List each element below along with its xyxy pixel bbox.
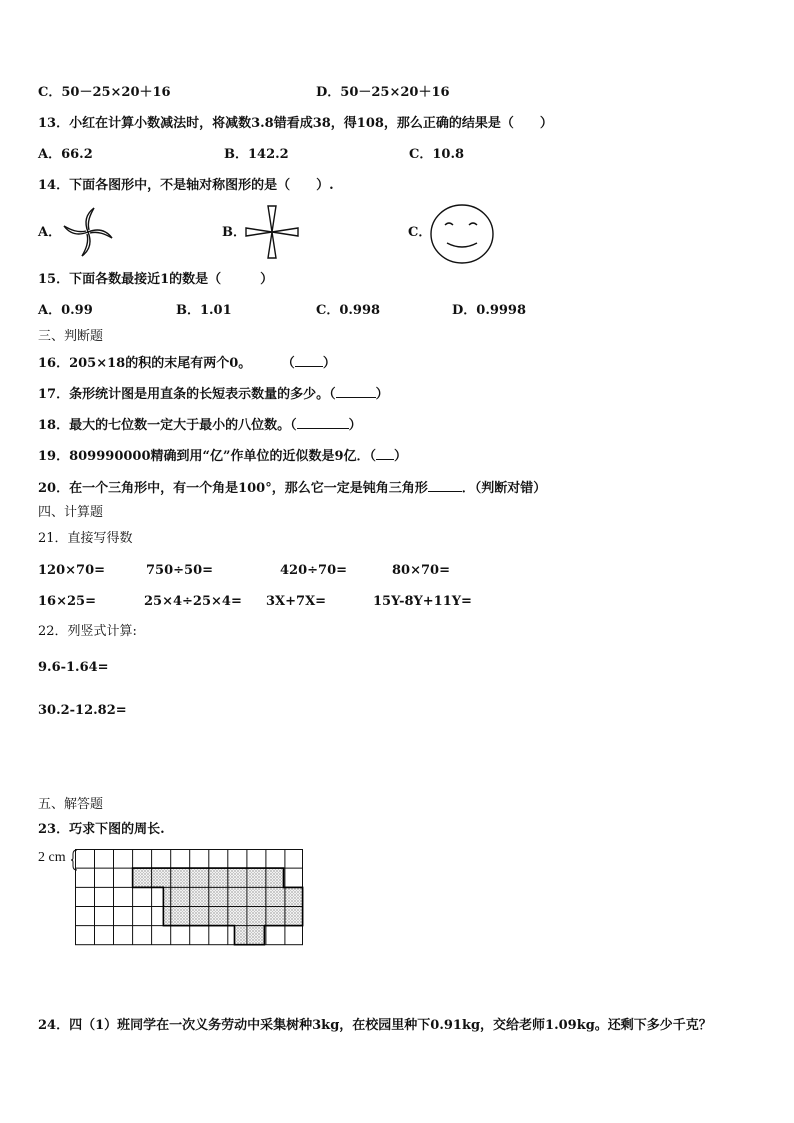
q15-stem: 15．下面各数最接近1的数是（ ） [38, 272, 274, 287]
q16-paren-open: （ [281, 356, 295, 371]
q15-option-b: B．1.01 [176, 303, 232, 318]
q20-tail: ．（判断对错） [461, 481, 547, 496]
q13-option-a: A．66.2 [38, 147, 93, 162]
q22-expr-2: 30.2-12.82= [38, 703, 127, 718]
q24-text: 24．四（1）班同学在一次义务劳动中采集树种3kg，在校园里种下0.91kg，交给老师1.09kg。还剩下多少千克？ [38, 1018, 712, 1033]
q21-expr: 25×4÷25×4= [144, 594, 242, 609]
q17-stem: 17．条形统计图是用直条的长短表示数量的多少。（ [38, 387, 336, 402]
q22-title: 22．列竖式计算: [38, 624, 137, 639]
q18-text [38, 417, 362, 434]
q22-expr-1: 9.6-1.64= [38, 660, 109, 675]
q18-answer-blank[interactable] [297, 417, 349, 429]
smiley-face-icon [429, 203, 495, 265]
q21-title: 21．直接写得数 [38, 531, 133, 546]
q16-text [38, 355, 336, 372]
q15-option-a: A．0.99 [38, 303, 93, 318]
q16-answer-blank[interactable] [295, 355, 323, 367]
q14-option-a: A． [38, 225, 62, 240]
q16-stem: 16．205×18的积的末尾有两个0。 [38, 356, 252, 371]
q21-expr: 80×70= [392, 563, 450, 578]
q18-paren-close: ） [348, 418, 362, 433]
q19-stem: 19．809990000精确到用“亿”作单位的近似数是9亿．（ [38, 449, 377, 464]
q12-option-d: D．50－25×20＋16 [316, 85, 450, 100]
q21-expr: 750÷50= [146, 563, 214, 578]
q21-expr: 16×25= [38, 594, 96, 609]
q20-answer-blank[interactable] [428, 480, 462, 492]
q17-answer-blank[interactable] [336, 386, 376, 398]
q13-option-b: B．142.2 [224, 147, 289, 162]
q15-option-c: C．0.998 [316, 303, 381, 318]
q19-answer-blank[interactable] [376, 448, 394, 460]
q14-stem: 14．下面各图形中，不是轴对称图形的是（ ）. [38, 178, 334, 193]
q20-text [38, 480, 546, 497]
section-heading-word-problems: 五、解答题 [38, 797, 104, 812]
q18-stem: 18．最大的七位数一定大于最小的八位数。（ [38, 418, 297, 433]
q14-option-c: C． [408, 225, 432, 240]
pinwheel-shape-icon [60, 204, 116, 260]
q19-text [38, 448, 407, 465]
section-heading-judgement: 三、判断题 [38, 329, 104, 344]
q21-expr: 120×70= [38, 563, 106, 578]
q21-expr: 15Y-8Y+11Y= [373, 594, 472, 609]
section-heading-calculation: 四、计算题 [38, 505, 104, 520]
q23-title: 23．巧求下图的周长. [38, 822, 165, 837]
q12-option-c: C．50－25×20＋16 [38, 85, 171, 100]
cross-shape-icon [244, 202, 300, 262]
perimeter-grid-figure [75, 849, 305, 946]
q13-option-c: C．10.8 [409, 147, 465, 162]
q20-stem: 20．在一个三角形中，有一个角是100°，那么它一定是钝角三角形 [38, 481, 428, 496]
q21-expr: 420÷70= [280, 563, 348, 578]
q13-stem: 13．小红在计算小数减法时，将减数3.8错看成38，得108，那么正确的结果是（ ） [38, 116, 553, 131]
q21-expr: 3X+7X= [266, 594, 327, 609]
q19-paren-close: ） [394, 449, 408, 464]
grid-scale-label: 2 cm [38, 850, 66, 865]
q14-option-b: B． [222, 225, 246, 240]
q17-text [38, 386, 389, 403]
q17-paren-close: ） [375, 387, 389, 402]
q15-option-d: D．0.9998 [452, 303, 527, 318]
q16-paren-close: ） [322, 356, 336, 371]
